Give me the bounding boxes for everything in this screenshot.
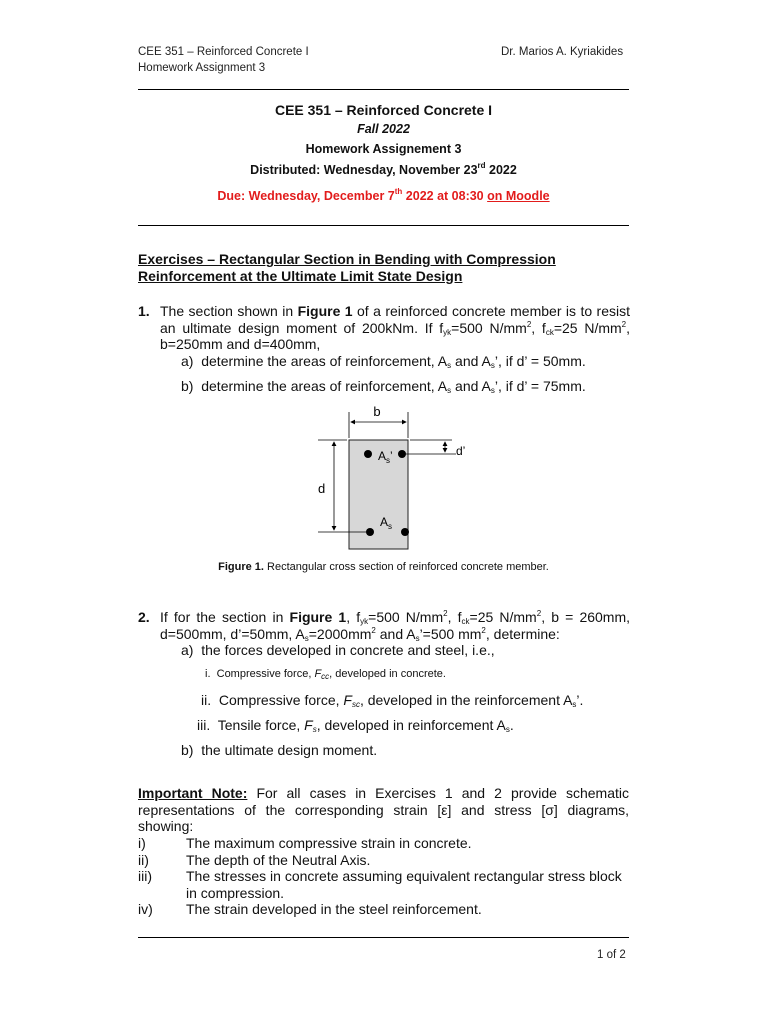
doc-homework: Homework Assignement 3 bbox=[305, 142, 462, 156]
header-assignment: Homework Assignment 3 bbox=[138, 62, 266, 74]
section-heading: Exercises – Rectangular Section in Bending with Compression Reinforcement at the Ultimate Limit State Design bbox=[138, 251, 556, 284]
list-item: in compression. bbox=[186, 884, 285, 901]
ex2-item-i: i. Compressive force, $F_{cc}$, developed in concrete. bbox=[205, 668, 446, 681]
doc-term: Fall 2022 bbox=[357, 122, 410, 136]
list-item: ii) The depth of the Neutral Axis. bbox=[138, 851, 371, 868]
label-as: $A_s$ bbox=[380, 515, 393, 531]
doc-title: CEE 351 – Reinforced Concrete I bbox=[274, 102, 493, 118]
header-course: CEE 351 – Reinforced Concrete I bbox=[138, 46, 309, 58]
label-dprime: d’ bbox=[456, 444, 466, 458]
moodle-link[interactable]: on Moodle bbox=[487, 189, 550, 203]
label-as-prime: $A_s$’ bbox=[378, 449, 393, 465]
page-number: 1 of 2 bbox=[597, 949, 626, 961]
distributed-date: Distributed: Wednesday, November 23rd 2022 bbox=[250, 161, 517, 177]
list-item: iii) The stresses in concrete assuming equivalent rectangular stress block bbox=[138, 868, 622, 884]
top-bar-left bbox=[364, 450, 372, 458]
ex2-item-iii: iii. Tensile force, $F_s$, developed in reinforcement $A_s$. bbox=[197, 717, 514, 734]
note-list bbox=[138, 835, 629, 918]
label-b: b bbox=[373, 404, 381, 419]
ex2-part-b: b) the ultimate design moment. bbox=[181, 742, 378, 758]
ex1-number: 1. bbox=[138, 303, 150, 319]
title-rule bbox=[138, 225, 629, 226]
list-item: i) The maximum compressive strain in concrete. bbox=[138, 835, 472, 851]
note-label: Important Note: bbox=[138, 785, 248, 801]
ex2-item-ii: ii. Compressive force, $F_{sc}$, developed in the reinforcement $A_s$’. bbox=[201, 692, 584, 709]
ex2-part-a: a) the forces developed in concrete and steel, i.e., bbox=[181, 642, 495, 658]
figure-caption: Figure 1. Rectangular cross section of reinforced concrete member. bbox=[218, 561, 549, 573]
ex2-text: If for the section in Figure 1, $f_{yk}=500$ $N/mm^2$, $f_{ck}=25$ $N/mm^2$, b = 260mm, d=500mm, d’=50mm, $A_s=2000mm^2$ and $A_s’=500$ $mm^2$, determine: bbox=[160, 609, 631, 643]
label-d: d bbox=[318, 481, 326, 496]
header-author: Dr. Marios A. Kyriakides bbox=[501, 46, 624, 58]
bottom-bar-left bbox=[366, 528, 374, 536]
ex1-part-a: a) determine the areas of reinforcement, $A_s$ and $A_s$’, if d’ = 50mm. bbox=[181, 353, 586, 370]
list-item: iv) The strain developed in the steel reinforcement. bbox=[138, 901, 482, 917]
due-date: Due: Wednesday, December 7th 2022 at 08:30 on Moodle bbox=[217, 187, 550, 203]
section-figure bbox=[300, 398, 500, 558]
ex2-number: 2. bbox=[138, 609, 150, 625]
bottom-bar-right bbox=[401, 528, 409, 536]
top-bar-right bbox=[398, 450, 406, 458]
ex1-part-b: b) determine the areas of reinforcement, $A_s$ and $A_s$’, if d’ = 75mm. bbox=[181, 378, 586, 395]
header-rule bbox=[138, 89, 629, 90]
footer-rule bbox=[138, 937, 629, 938]
important-note: Important Note: For all cases in Exercises 1 and 2 provide schematic representations of the corresponding strain [ε] and stress [σ] diagrams, showing: bbox=[138, 785, 629, 834]
ex1-text: The section shown in Figure 1 of a reinforced concrete member is to resist an ultimate design moment of 200kNm. If $f_{yk}=500$ $N/mm^2$, $f_{ck}=25$ $N/mm^2$, b=250mm and d=400mm, bbox=[160, 303, 631, 352]
